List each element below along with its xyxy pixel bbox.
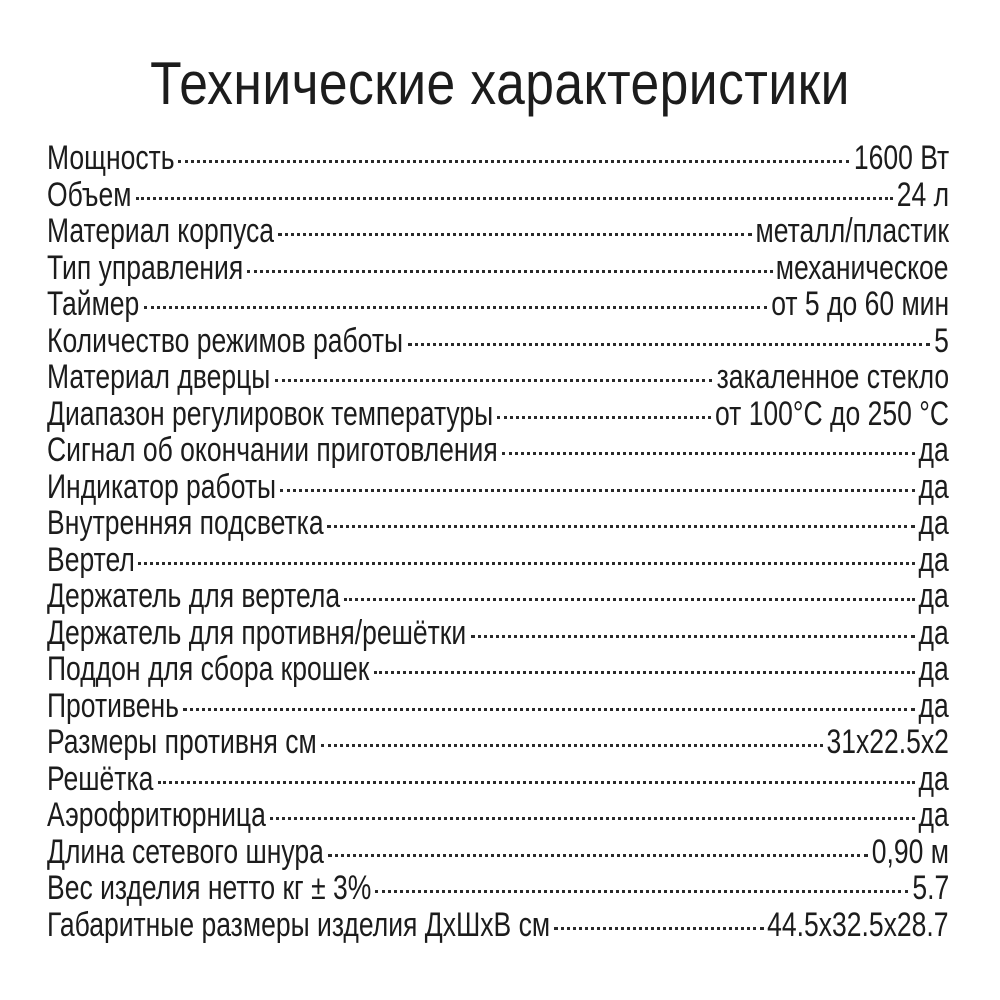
spec-row [47, 688, 949, 725]
spec-value: закаленное стекло [716, 359, 949, 396]
dot-leader [158, 781, 915, 784]
dot-leader [247, 270, 773, 273]
dot-leader [178, 160, 849, 163]
spec-label: Диапазон регулировок температуры [47, 395, 494, 432]
spec-row [47, 907, 949, 944]
spec-label: Габаритные размеры изделия ДхШхВ см [47, 906, 551, 943]
spec-value: механическое [776, 249, 949, 286]
spec-value: да [918, 687, 949, 724]
page-title: Технические характеристики [150, 50, 850, 117]
spec-label: Материал корпуса [47, 213, 275, 250]
spec-value: металл/пластик [755, 213, 949, 250]
spec-value: да [918, 651, 949, 688]
spec-row [47, 396, 949, 433]
spec-label: Индикатор работы [47, 468, 277, 505]
spec-row [47, 469, 949, 506]
spec-value: да [918, 541, 949, 578]
spec-row [47, 140, 949, 177]
spec-value: 1600 Вт [853, 140, 949, 177]
spec-label: Внутренняя подсветка [47, 505, 324, 542]
dot-leader [554, 927, 764, 930]
spec-value: да [918, 797, 949, 834]
spec-row [47, 578, 949, 615]
spec-label: Объем [47, 176, 132, 213]
dot-leader [408, 343, 931, 346]
spec-value: от 100°С до 250 °С [714, 395, 949, 432]
spec-row [47, 213, 949, 250]
dot-leader [328, 854, 868, 857]
spec-label: Держатель для противня/решётки [47, 614, 467, 651]
spec-value: да [918, 468, 949, 505]
spec-row [47, 542, 949, 579]
spec-value: да [918, 578, 949, 615]
dot-leader [497, 416, 711, 419]
dot-leader [280, 489, 915, 492]
spec-row [47, 177, 949, 214]
spec-label: Решётка [47, 760, 154, 797]
spec-row [47, 651, 949, 688]
spec-row [47, 834, 949, 871]
dot-leader [278, 233, 751, 236]
spec-value: 5.7 [912, 870, 949, 907]
spec-row [47, 505, 949, 542]
spec-row [47, 323, 949, 360]
spec-list [47, 140, 949, 943]
spec-value: 31x22.5x2 [826, 724, 949, 761]
dot-leader [374, 671, 915, 674]
dot-leader [375, 890, 908, 893]
spec-label: Вес изделия нетто кг ± 3% [47, 870, 372, 907]
dot-leader [138, 562, 915, 565]
spec-row [47, 359, 949, 396]
spec-value: да [918, 432, 949, 469]
spec-row [47, 797, 949, 834]
dot-leader [275, 379, 713, 382]
spec-label: Вертел [47, 541, 135, 578]
spec-value: 0,90 м [871, 833, 949, 870]
spec-label: Размеры противня см [47, 724, 317, 761]
spec-value: от 5 до 60 мин [771, 286, 949, 323]
spec-label: Количество режимов работы [47, 322, 404, 359]
spec-label: Сигнал об окончании приготовления [47, 432, 498, 469]
spec-row [47, 250, 949, 287]
spec-label: Противень [47, 687, 179, 724]
spec-row [47, 615, 949, 652]
spec-value: 5 [934, 322, 949, 359]
spec-value: 24 л [896, 176, 949, 213]
spec-row [47, 870, 949, 907]
dot-leader [502, 452, 915, 455]
spec-label: Мощность [47, 140, 175, 177]
spec-row [47, 761, 949, 798]
spec-label: Тип управления [47, 249, 244, 286]
dot-leader [270, 817, 916, 820]
spec-row [47, 432, 949, 469]
spec-label: Длина сетевого шнура [47, 833, 324, 870]
spec-label: Таймер [47, 286, 140, 323]
spec-label: Держатель для вертела [47, 578, 341, 615]
dot-leader [183, 708, 915, 711]
spec-value: 44.5x32.5x28.7 [767, 906, 949, 943]
dot-leader [321, 744, 823, 747]
spec-value: да [918, 760, 949, 797]
spec-label: Материал дверцы [47, 359, 271, 396]
dot-leader [327, 525, 915, 528]
spec-value: да [918, 614, 949, 651]
dot-leader [344, 598, 915, 601]
dot-leader [136, 197, 893, 200]
spec-label: Поддон для сбора крошек [47, 651, 370, 688]
spec-row [47, 724, 949, 761]
spec-row [47, 286, 949, 323]
dot-leader [471, 635, 915, 638]
spec-label: Аэрофритюрница [47, 797, 266, 834]
spec-value: да [918, 505, 949, 542]
dot-leader [144, 306, 767, 309]
